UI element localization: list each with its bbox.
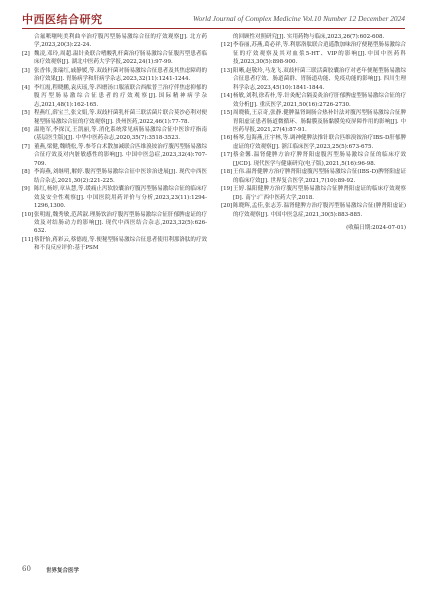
reference-item — [22, 126, 207, 143]
reference-text: 李海燕,刘继明,解婷.腹泻型肠易激综合征中医诊治进展[J]. 现代中西医结合杂志,2021,30(2):221-225. — [34, 169, 207, 184]
reference-text: 魏凌,邓玲,周超.温针灸联合嗜酸乳杆菌治疗肠易激综合征腹泻型患者临床疗效观察[J]. 湖北中医药大学学报,2022,24(1):97-99. — [34, 50, 207, 66]
left-column — [22, 33, 207, 253]
right-column — [221, 33, 406, 232]
reference-text: 李红霞,程晓鹏,袁庆瑶,等.四磨汤口服液联合西酞普兰治疗伴焦虑抑郁的腹泻型肠易激综合征患者的疗效观察[J].国际精神病学杂志,2021,48(1):162-165. — [34, 84, 207, 108]
reference-text: 周晓筱,王京奇,张静.健脾温肾调肠合热补针法对腹泻型肠易激综合征脾胃阳虚证患者肠道微循环、肠黏膜及肠黏膜免疫屏障作用的影响[J]. 中医药导报,2021,27(4):87-91. — [233, 110, 406, 133]
reference-item — [22, 67, 207, 84]
reference-number: [13] — [221, 67, 233, 74]
page-footer — [22, 565, 405, 577]
reference-item — [22, 185, 207, 210]
reference-number: [2] — [22, 50, 30, 57]
reference-item — [221, 185, 406, 202]
reference-text: 张香伟,张瑞红,戚静媛,等.双歧杆菌对肠易激综合征患者及其焦虑障碍的治疗效果[J]. 胃肠病学和肝病学杂志,2023,32(11):1241-1244. — [34, 67, 207, 83]
reference-text: 阳晰,赵敬玲,马龙飞.双歧杆菌三联活菌胶囊治疗对老年便秘型肠易激综合征患者疗效、肠道菌群、胃肠道功能、免疫功能的影响[J]. 四川生理科学杂志,2023,45(10):1841-1844. — [233, 67, 406, 91]
reference-text: 温艳军,李探汉,王凯丽,等.消化系统常见病肠易激综合征中医诊疗指南(基层医生版)[J]. 中华中医药杂志,2020,35(7):3518-3523. — [34, 126, 207, 142]
reference-number: [11] — [22, 236, 34, 243]
reference-text: 杨敏,刘利,徐若朴,等.针灸配合隔姜灸治疗肝郁脾虚型肠易激综合征的疗效分析[J]. 重庆医学,2021,50(16):2726-2730. — [233, 93, 406, 108]
reference-number: [8] — [22, 169, 30, 176]
reference-number: [16] — [221, 135, 233, 142]
reference-text: 董燕,梁健,魏晓松,等.参苓白术散加减联合匹维溴铵治疗腹泻型肠易激综合征疗效及对内脏敏感性的影响[J]. 中国中医急症,2023,32(4):707-709. — [34, 143, 207, 167]
reference-item — [22, 143, 207, 168]
reference-number: [3] — [22, 67, 30, 74]
reference-number: [14] — [221, 93, 233, 100]
reference-number: [15] — [221, 110, 233, 117]
reference-item — [221, 67, 406, 92]
reference-number: [19] — [221, 186, 233, 193]
reference-number: [4] — [22, 84, 30, 91]
reference-item — [22, 84, 207, 109]
reference-text: 程燕红,薛宝兰,张文娟,等.双歧杆菌乳杆菌三联活菌片联合莫沙必利对便秘型肠易激综合征的疗效观察[J]. 贵州医药,2022,46(1):77-78. — [34, 110, 207, 125]
reference-list — [221, 41, 406, 219]
reference-text: 王婷.温阳健脾方治疗腹泻型肠易激综合征脾肾阳虚证的临床疗效观察[D]. 南宁:广西中医药大学,2018. — [233, 186, 406, 201]
received-date: (收稿日期:2024-07-01) — [346, 224, 406, 231]
reference-text: 王伟.温肾健脾方治疗脾肾阳虚腹泻型肠易激综合征(IBS-D)脾肾阳虚证的临床疗效[J]. 世界复合医学,2021,7(10):89-92. — [233, 169, 406, 184]
reference-number: [7] — [22, 143, 30, 150]
reference-item — [22, 236, 207, 253]
reference-item — [22, 168, 207, 185]
reference-text: 李春丽,苏燕,葛必祥,等.利那洛肽联合逍遥散加味治疗便秘型肠易激综合征的疗效观察及其对血浆5-HT、VIP的影响[J].中国中医药科技,2023,30(5):898-900. — [233, 42, 406, 66]
reference-number: [10] — [22, 211, 34, 218]
reference-number: [20] — [221, 203, 233, 210]
reference-text: 陈晓辉,孟佳,张志芳.温肾健脾方治疗腹泻型肠易激综合征(脾肾阳虚证)的疗效观察[J]. 中国中医急症,2021,30(5):883-885. — [233, 203, 406, 218]
reference-text: 杨琴,包海燕,汪宇林,等.调神健脾法推针联合匹维溴铵治疗IBS-D肝郁脾虚证的疗效观察[J]. 浙江临床医学,2023,25(5):673-675. — [233, 135, 406, 150]
reference-item — [221, 134, 406, 151]
page-number: 60 — [22, 565, 31, 573]
reference-number: [6] — [22, 126, 30, 133]
reference-text: 蔡金馨.温肾健脾方治疗脾肾阳虚腹泻型肠易激综合征的临床疗效[J/CD]. 现代医学与健康研究(电子版),2021,5(16):96-98. — [233, 152, 406, 167]
reference-continuation: 合氟哌噻吨美利曲辛治疗腹泻型肠易激综合征的疗效观察[J]. 北方药学,2023,20(3):22-24. — [34, 34, 207, 49]
reference-item — [22, 109, 207, 126]
reference-number: [12] — [221, 42, 233, 49]
reference-text: 陈红,杨婷,章从慧,等.缓痛止泻软胶囊治疗腹泻型肠易激综合征的临床疗效及安全性观察[J]. 中国医院用药评价与分析,2023,23(11):1294-1296,1300. — [34, 186, 207, 210]
reference-list — [22, 50, 207, 253]
journal-title-en: World Journal of Complex Medicine Vol.10 Number 12 December 2024 — [193, 14, 405, 23]
reference-item — [221, 202, 406, 219]
reference-number: [17] — [221, 152, 233, 159]
reference-text: 蔡舒怡,蒋彩云,蔡德霞,等.便秘型肠易激综合征患者使用利那洛肽的疗效和不良反应评价:基于PSM — [34, 236, 207, 252]
reference-item — [221, 109, 406, 134]
reference-item — [221, 168, 406, 185]
reference-number: [9] — [22, 186, 30, 193]
reference-text: 张明霞,魏秀敏,范茜淑.理肠饮治疗腹泻型肠易激综合征肝郁脾虚证的疗效及对结肠动力的影响[J]. 现代中西医结合杂志,2023,32(5):626-632. — [34, 211, 207, 235]
reference-item — [22, 211, 207, 236]
reference-number: [5] — [22, 110, 30, 117]
reference-number: [18] — [221, 169, 233, 176]
reference-item — [221, 41, 406, 66]
page-header — [22, 6, 405, 29]
journal-title-cn: 中西医结合研究 — [22, 13, 103, 26]
footer-journal-name: 世界复合医学 — [46, 568, 80, 574]
reference-item — [22, 50, 207, 67]
reference-item — [221, 92, 406, 109]
reference-item — [221, 151, 406, 168]
reference-continuation: 的回顾性对照研究[J]. 实用药物与临床,2023,26(7):602-608. — [233, 34, 385, 40]
